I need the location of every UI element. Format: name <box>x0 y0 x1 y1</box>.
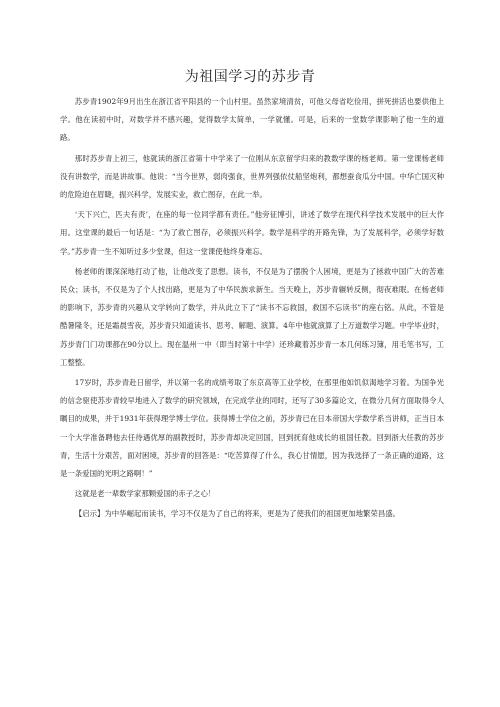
paragraph-2: 那时苏步青上初三，他就读的浙江省第十中学来了一位刚从东京留学归来的教数学课的杨老师。第一堂课杨老师没有讲数学，而是讲故事。他说：“当今世界，弱肉强食，世界列强依仗船坚炮利，都想蚕食瓜分中国。中华亡国灭种的危险迫在眉睫，振兴科学，发展实业，救亡图存，在此一举。 <box>60 153 444 200</box>
document-title: 为祖国学习的苏步青 <box>184 69 316 85</box>
document-body <box>60 93 444 526</box>
paragraph-3: ‘天下兴亡，匹夫有责’，在座的每一位同学都有责任。”他旁征博引，讲述了数学在现代科学技术发展中的巨大作用。这堂课的最后一句话是：“为了救亡图存，必须振兴科学。数学是科学的开路先锋，为了发展科学，必须学好数学。”苏步青一生不知听过多少堂课，但这一堂课使他终身难忘。 <box>60 210 444 256</box>
paragraph-1: 苏步青1902年9月出生在浙江省平阳县的一个山村里。虽然家境清贫，可他父母省吃俭用，拼死拼活也要供他上学。他在读初中时，对数学并不感兴趣，觉得数学太简单，一学就懂。可是，后来的一堂数学课影响了他一生的道路。 <box>60 97 444 143</box>
paragraph-4: 杨老师的课深深地打动了他，让他改变了思想。读书，不仅是为了摆脱个人困境，更是为了拯救中国广大的苦难民众；读书，不仅是为了个人找出路，更是为了中华民族求新生。当天晚上，苏步青辗转反侧，彻夜难眠。在杨老师的影响下，苏步青的兴趣从文学转向了数学，并从此立下了“读书不忘救国，救国不忘读书”的座右铭。从此，不管是酷暑隆冬，还是霜晨雪夜，苏步青只知道读书、思考、解题、演算。4年中他就演算了上万道数学习题。中学毕业时，苏步青门门功课都在90分以上。现在温州一中（即当时第十中学）还珍藏着苏步青一本几何练习簿，用毛笔书写，工工整整。 <box>60 266 444 367</box>
paragraph-7-revelation: 【启示】为中华崛起而读书，学习不仅是为了自己的将来，更是为了使我们的祖国更加地繁荣昌盛。 <box>74 509 400 519</box>
paragraph-5: 17岁时，苏步青赴日留学，并以第一名的成绩考取了东京高等工业学校，在那里他如饥似渴地学习着。为国争光的信念驱使苏步青较早地进入了数学的研究领域，在完成学业的同时，还写了30多篇论文，在微分几何方面取得令人瞩目的成果，并于1931年获得理学博士学位。获得博士学位之前，苏步青已在日本帝国大学数学系当讲师，正当日本一个大学准备聘他去任待遇优厚的副教授时，苏步青却决定回国，回到抚育他成长的祖国任教。回到浙大任教的苏步青，生活十分艰苦，面对困境，苏步青的回答是：“吃苦算得了什么，我心甘情愿，因为我选择了一条正确的道路，这是一条爱国的光明之路啊！” <box>60 378 444 479</box>
paragraph-6: 这就是老一辈数学家那颗爱国的赤子之心！ <box>74 489 216 499</box>
